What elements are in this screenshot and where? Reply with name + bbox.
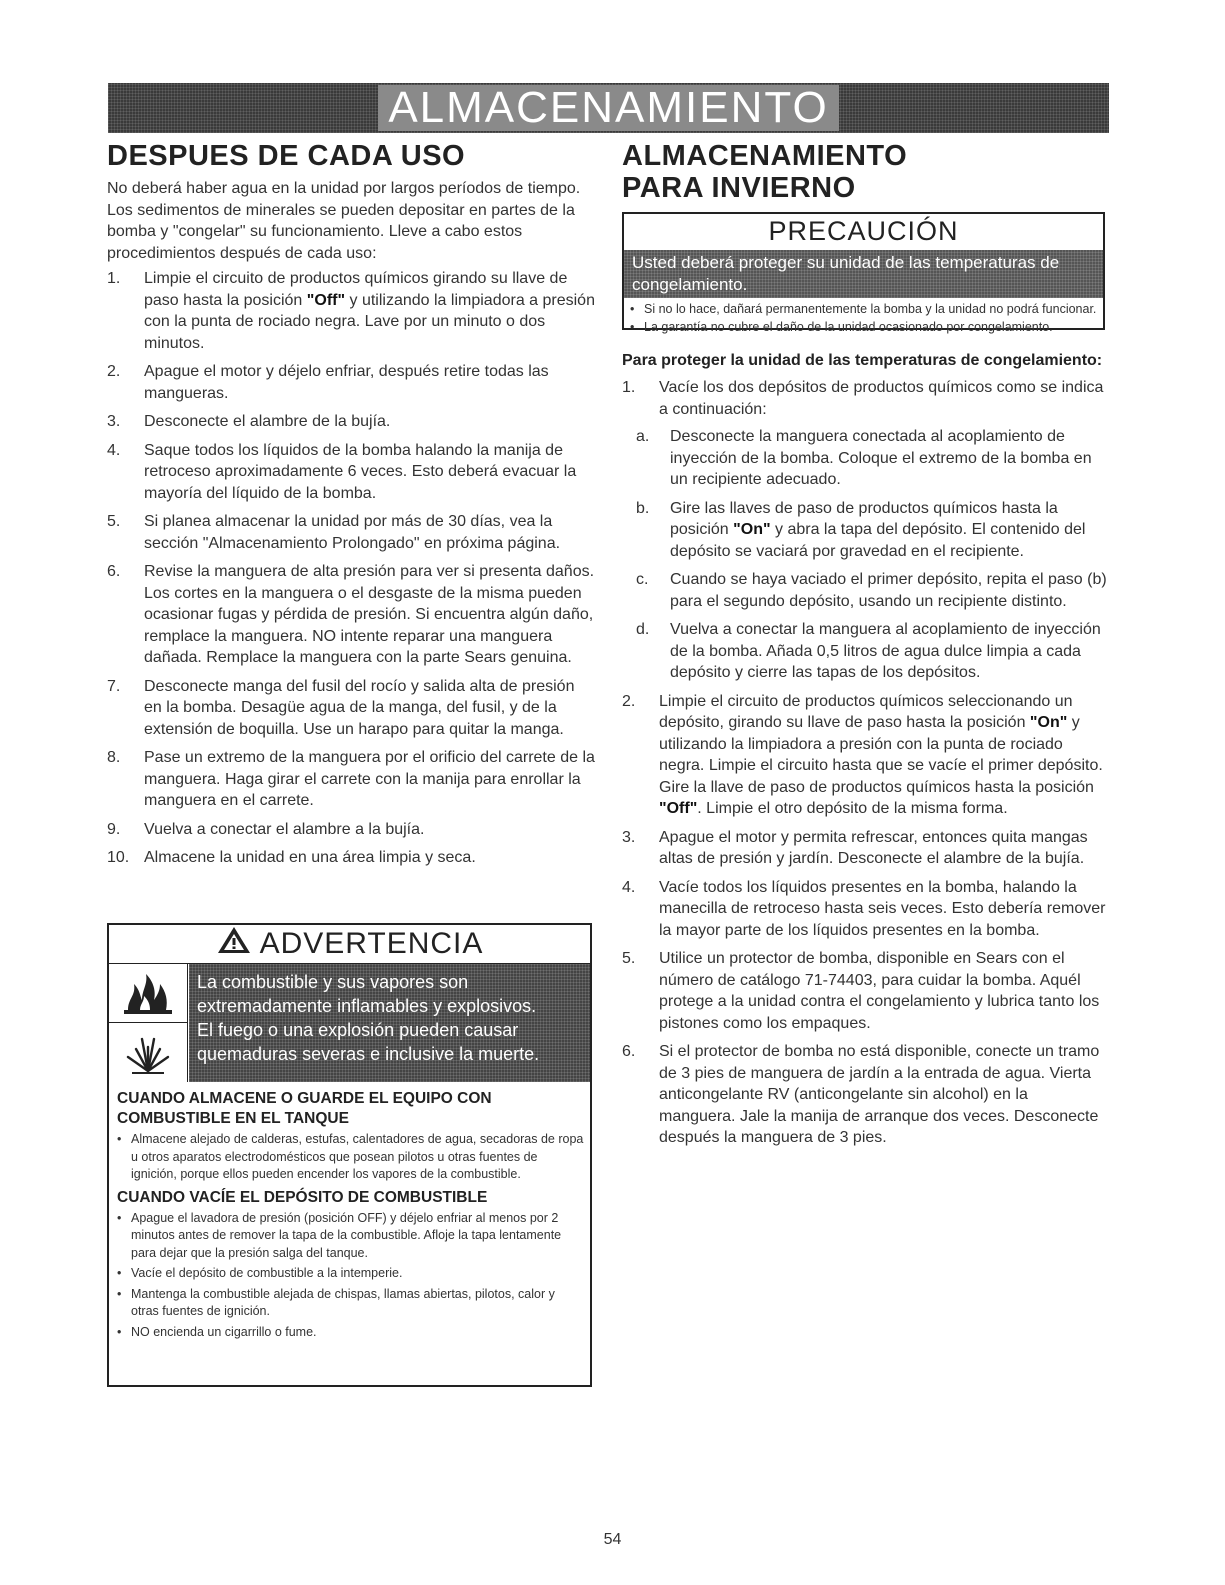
sub-step-letter: b. [636, 499, 650, 517]
caution-line: Usted deberá proteger su unidad de las temperaturas de [632, 253, 1060, 272]
sub-step-text: Desconecte la manguera conectada al acoplamiento de inyección de la bomba. Coloque el extremo de la bomba en un recipiente adecuado. [670, 428, 1092, 488]
step-text: Apague el motor y déjelo enfriar, después retire todas las mangueras. [144, 363, 549, 402]
warning-icon-column [109, 964, 188, 1082]
winter-storage-heading: ALMACENAMIENTO PARA INVIERNO [622, 140, 908, 204]
list-item [107, 411, 595, 433]
warning-subheading-emptying: CUANDO VACÍE EL DEPÓSITO DE COMBUSTIBLE [117, 1188, 488, 1206]
list-item: • NO encienda un cigarrillo o fume. [117, 1324, 585, 1342]
step-text: Revise la manguera de alta presión para ver si presenta daños. Los cortes en la manguera o el desgaste de la misma pueden ocasionar fugas y pérdida de presión. Si encuentra algún daño, remplace la manguera. NO intente reparar una manguera dañada. Remplace la manguera con la parte Sears genuina. [144, 563, 595, 666]
right-column [622, 140, 1107, 1156]
list-item [622, 877, 1107, 942]
step-number: 1. [622, 379, 636, 396]
list-item: • Vacíe el depósito de combustible a la intemperie. [117, 1265, 585, 1283]
list-item [107, 819, 595, 841]
step-number: 7. [107, 677, 121, 695]
step-number: 4. [622, 878, 636, 896]
warning-banner-text [189, 964, 590, 1082]
caution-title: PRECAUCIÓN [768, 216, 959, 246]
step-bold: "Off" [659, 800, 698, 817]
step-number: 9. [107, 820, 121, 838]
warning-line: El fuego o una explosión pueden causar [197, 1020, 519, 1040]
sub-step-text: Cuando se haya vaciado el primer depósito, repita el paso (b) para el segundo depósito, usando un recipiente distinto. [670, 571, 1107, 610]
step-text: . Limpie el otro depósito de la misma forma. [697, 800, 1008, 817]
step-text: Si el protector de bomba no está disponible, conecte un tramo de 3 pies de manguera de jardín a la entrada de agua. Vierta anticongelante RV (anticongelante sin alcohol) en la manguera. Jale la manija de arranque dos veces. Desconecte después la manguera de 3 pies. [659, 1043, 1100, 1146]
after-use-heading: DESPUES DE CADA USO [107, 140, 466, 172]
list-item [107, 676, 595, 741]
list-item [107, 440, 595, 505]
sub-step-letter: c. [636, 571, 649, 588]
step-number: 10. [107, 849, 130, 866]
sub-step-letter: d. [636, 621, 650, 638]
step-number: 5. [622, 950, 636, 967]
step-number: 6. [622, 1043, 636, 1060]
freeze-protection-subheading: Para proteger la unidad de las temperaturas de congelamiento: [622, 352, 1103, 369]
step-text: Si planea almacenar la unidad por más de 30 días, vea la sección "Almacenamiento Prolongado" en próxima página. [144, 513, 561, 552]
sub-step [622, 569, 1107, 612]
sub-step-bold: "On" [733, 521, 771, 538]
warning-subheading-storage: CUANDO ALMACENE O GUARDE EL EQUIPO CON COMBUSTIBLE EN EL TANQUE [117, 1090, 492, 1127]
sub-steps [622, 426, 1107, 684]
warning-header [109, 925, 590, 963]
step-text: Limpie el circuito de productos químicos girando su llave de paso hasta la posición [144, 270, 568, 309]
step-number: 3. [107, 413, 121, 430]
warning-list-storage [117, 1131, 585, 1184]
list-item [107, 361, 595, 404]
after-use-intro: No deberá haber agua en la unidad por largos períodos de tiempo. Los sedimentos de minerales se pueden depositar en partes de la bomba y "congelar" su funcionamiento. Lleve a cabo estos procedimientos después de cada uso: [107, 180, 581, 262]
list-item [622, 827, 1107, 870]
sub-step-letter: a. [636, 428, 650, 445]
warning-strip [109, 963, 590, 1082]
caution-line: congelamiento. [632, 275, 748, 294]
list-item: • Apague el lavadora de presión (posición OFF) y déjelo enfriar al menos por 2 minutos antes de remover la tapa de la combustible. Afloje la tapa lentamente para dejar que la presión salga del tanque. [117, 1210, 585, 1263]
warning-body [117, 1085, 585, 1344]
banner-title: ALMACENAMIENTO [378, 85, 838, 131]
step-text: Desconecte el alambre de la bujía. [144, 413, 391, 430]
fire-icon [109, 964, 187, 1023]
list-item: • La garantía no cubre el daño de la unidad ocasionado por congelamiento. [630, 320, 1103, 335]
explosion-icon [109, 1023, 187, 1081]
sub-step [622, 426, 1107, 491]
step-number: 6. [107, 563, 121, 580]
step-text: Saque todos los líquidos de la bomba halando la manija de retroceso aproximadamente 6 veces. Esto deberá evacuar la mayoría del líquido de la bomba. [144, 441, 577, 502]
winter-steps [622, 377, 1107, 820]
list-item [107, 747, 595, 812]
step-text: Pase un extremo de la manguera por el orificio del carrete de la manguera. Haga girar el carrete con la manija para enrollar la manguera en el carrete. [144, 749, 595, 809]
step-text: Vuelva a conectar el alambre a la bujía. [144, 820, 425, 838]
step-text: y utilizando la limpiadora a presión con la punta de rociado negra. Lave por un minuto o dos minutos. [144, 291, 595, 352]
left-column [107, 140, 595, 876]
list-item [622, 691, 1107, 820]
list-item [622, 948, 1107, 1034]
list-item: • Si no lo hace, dañará permanentemente la bomba y la unidad no podrá funcionar. [630, 302, 1103, 317]
warning-line: quemaduras severas e inclusive la muerte. [197, 1044, 540, 1064]
step-bold: "On" [1029, 714, 1068, 731]
list-item [107, 268, 595, 354]
warning-triangle-icon [216, 925, 252, 965]
warning-title: ADVERTENCIA [259, 927, 484, 960]
caution-box [622, 212, 1105, 334]
warning-line: extremadamente inflamables y explosivos. [197, 996, 537, 1016]
step-text: Vacíe todos los líquidos presentes en la bomba, halando la manecilla de retroceso hasta seis veces. Esto debería remover la mayor parte de los líquidos presentes en la bomba. [659, 878, 1106, 939]
warning-list-emptying [117, 1210, 585, 1342]
step-text: y utilizando la limpiadora a presión con la punta de rociado negra. Limpie el circuito hasta que se vacíe el primer depósito. Gire la llave de paso de productos químicos hasta la posición [659, 714, 1103, 796]
step-number: 2. [622, 692, 636, 710]
step-text: Apague el motor y permita refrescar, entonces quita mangas altas de presión y jardín. Desconecte el alambre de la bujía. [659, 828, 1088, 867]
winter-steps-continued [622, 827, 1107, 1149]
after-use-steps [107, 268, 595, 869]
sub-step-text: Gire las llaves de paso de productos químicos hasta la posición [670, 499, 1058, 538]
step-number: 1. [107, 270, 121, 287]
step-text: Limpie el circuito de productos químicos seleccionando un depósito, girando su llave de paso hasta la posición [659, 692, 1073, 731]
caution-banner-text [624, 250, 1103, 298]
sub-step-text: Vuelva a conectar la manguera al acoplamiento de inyección de la bomba. Añada 0,5 litros de agua dulce limpia a cada depósito y cierre las tapas de los depósitos. [670, 621, 1101, 681]
step-number: 5. [107, 513, 121, 530]
step-text: Almacene la unidad en una área limpia y seca. [144, 849, 476, 866]
list-item [622, 377, 1107, 684]
step-number: 2. [107, 363, 121, 380]
step-text: Vacíe los dos depósitos de productos químicos como se indica a continuación: [659, 379, 1104, 418]
list-item: • Mantenga la combustible alejada de chispas, llamas abiertas, pilotos, calor y otras fuentes de ignición. [117, 1286, 585, 1321]
step-text: Utilice un protector de bomba, disponible en Sears con el número de catálogo 71-74403, para cuidar la bomba. Aquél protege a la unidad contra el congelamiento y lubrica tanto los pistones como los empaques. [659, 950, 1100, 1032]
warning-line: La combustible y sus vapores son [197, 972, 469, 992]
sub-step-text: y abra la tapa del depósito. El contenido del depósito se vaciará por gravedad en el recipiente. [670, 521, 1086, 560]
page-number: 54 [603, 1531, 622, 1548]
step-text: Desconecte manga del fusil del rocío y salida alta de presión en la bomba. Desagüe agua de la manga, del fusil, y de la extensión de boquilla. Use un harapo para quitar la manga. [144, 677, 575, 738]
step-bold: "Off" [306, 291, 346, 309]
warning-box [107, 923, 592, 1387]
list-item [107, 847, 595, 869]
step-number: 3. [622, 828, 636, 846]
list-item: • Almacene alejado de calderas, estufas, calentadores de agua, secadoras de ropa u otros aparatos electrodomésticos que posean pilotos u otras fuentes de ignición, porque ellos pueden encender los vapores de la combustible. [117, 1131, 585, 1184]
sub-step [622, 498, 1107, 563]
list-item [107, 511, 595, 554]
list-item [107, 561, 595, 669]
step-number: 4. [107, 441, 121, 459]
sub-step [622, 619, 1107, 684]
list-item [622, 1041, 1107, 1149]
caution-list [624, 302, 1103, 335]
section-banner [108, 83, 1109, 133]
step-number: 8. [107, 749, 121, 766]
